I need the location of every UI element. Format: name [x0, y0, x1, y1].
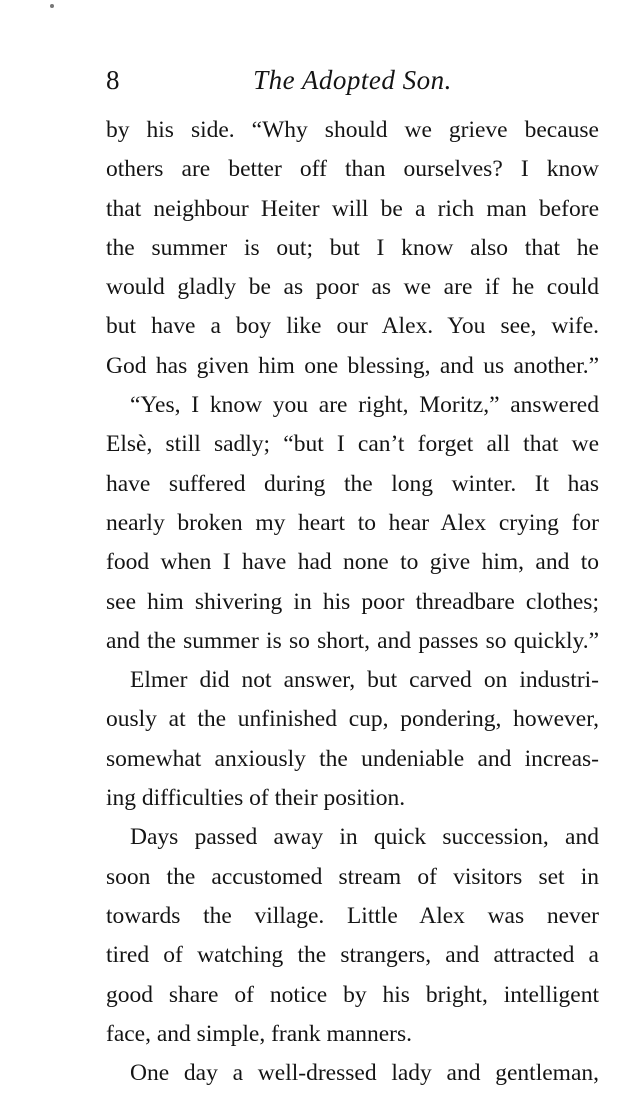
text-line: somewhat anxiously the undeniable and increas- — [106, 745, 599, 772]
text-line: but have a boy like our Alex. You see, wife. — [106, 313, 599, 340]
running-title: The Adopted Son. — [253, 65, 452, 95]
text-line: by his side. “Why should we grieve because — [106, 117, 599, 143]
text-line: have suffered during the long winter. It has — [106, 470, 599, 497]
text-line: One day a well-dressed lady and gentleman, — [130, 1060, 599, 1087]
text-line: face, and simple, frank manners. — [106, 1020, 413, 1047]
text-line: God has given him one blessing, and us another.” — [106, 352, 599, 379]
paragraph — [106, 1054, 599, 1093]
text-line: see him shivering in his poor threadbare clothes; — [106, 588, 599, 615]
text-line: towards the village. Little Alex was never — [106, 902, 599, 929]
text-line: Elmer did not answer, but carved on industri- — [130, 667, 599, 694]
paragraph — [106, 386, 599, 661]
text-line: Days passed away in quick succession, and — [130, 824, 599, 851]
scan-speck — [50, 4, 54, 8]
paragraph — [106, 661, 599, 818]
text-line: Elsè, still sadly; “but I can’t forget all that we — [106, 431, 599, 458]
text-line: ously at the unfinished cup, pondering, however, — [106, 706, 599, 733]
body-text — [106, 111, 599, 1093]
text-line: and the summer is so short, and passes so quickly.” — [106, 627, 599, 654]
paragraph — [106, 111, 599, 386]
text-line: soon the accustomed stream of visitors set in — [106, 863, 599, 890]
text-line: others are better off than ourselves? I know — [106, 156, 599, 183]
text-line: would gladly be as poor as we are if he could — [106, 274, 599, 301]
text-line: the summer is out; but I know also that he — [106, 234, 599, 261]
text-line: that neighbour Heiter will be a rich man before — [106, 195, 599, 222]
page-header — [106, 62, 599, 102]
text-line: ing difficulties of their position. — [106, 785, 406, 812]
text-line: tired of watching the strangers, and attracted a — [106, 942, 599, 969]
text-line: good share of notice by his bright, intelligent — [106, 981, 599, 1008]
text-line: nearly broken my heart to hear Alex crying for — [106, 509, 599, 536]
page-number: 8 — [106, 65, 120, 95]
text-line: food when I have had none to give him, and to — [106, 549, 599, 576]
text-line: “Yes, I know you are right, Moritz,” answered — [130, 392, 599, 419]
paragraph — [106, 818, 599, 1054]
